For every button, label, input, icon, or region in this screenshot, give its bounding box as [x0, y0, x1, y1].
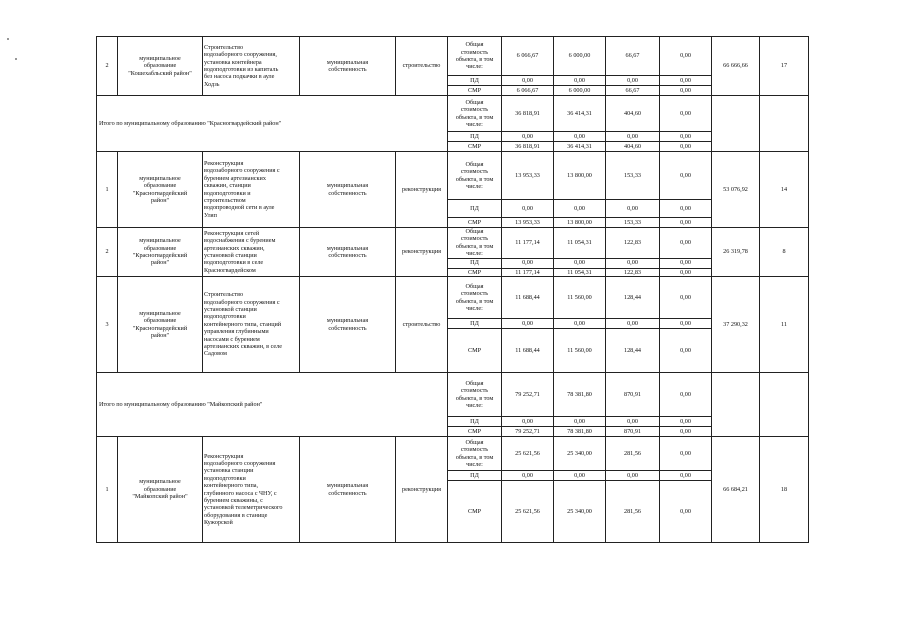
value-cell: 0,00	[606, 258, 660, 268]
value-cell: 870,91	[606, 373, 660, 417]
cost-row-label: ПД	[448, 417, 502, 427]
value-cell: 404,60	[606, 96, 660, 132]
value-cell: 11 177,14	[502, 268, 554, 276]
total-row	[97, 373, 809, 417]
value-cell: 0,00	[606, 200, 660, 218]
value-cell: 404,60	[606, 142, 660, 152]
total-limit: 26 319,78	[712, 228, 760, 277]
value-cell: 0,00	[660, 258, 712, 268]
total-limit: 66 684,21	[712, 437, 760, 543]
value-cell: 0,00	[554, 319, 606, 329]
value-cell: 66,67	[606, 86, 660, 96]
cost-row-label: СМР	[448, 427, 502, 437]
value-cell: 36 818,91	[502, 142, 554, 152]
project-description: Строительство водозаборного сооружения с установкой станции водоподготовки контейнерного типа, станций управления глубинными насосами с бурением артезианских скважин, в селе Садовом	[203, 277, 300, 373]
work-type: реконструкция	[396, 152, 448, 228]
value-cell: 0,00	[554, 258, 606, 268]
value-cell: 0,00	[660, 471, 712, 481]
municipality-label: муниципальное образование	[139, 478, 181, 493]
score: 8	[760, 228, 809, 277]
value-cell: 11 560,00	[554, 329, 606, 373]
row-number: 2	[97, 228, 118, 277]
municipality-label: муниципальное образование	[139, 237, 181, 252]
value-cell: 11 688,44	[502, 277, 554, 319]
district-name: "Красногвардейский район"	[132, 324, 188, 339]
value-cell: 79 252,71	[502, 373, 554, 417]
value-cell: 0,00	[660, 142, 712, 152]
value-cell: 11 054,31	[554, 268, 606, 276]
value-cell: 281,56	[606, 437, 660, 471]
value-cell: 6 066,67	[502, 86, 554, 96]
value-cell: 0,00	[660, 96, 712, 132]
value-cell: 78 381,80	[554, 373, 606, 417]
score: 11	[760, 277, 809, 373]
score: 18	[760, 437, 809, 543]
project-row	[97, 152, 809, 200]
score: 17	[760, 37, 809, 96]
cost-row-label: ПД	[448, 132, 502, 142]
value-cell: 0,00	[660, 228, 712, 259]
cost-row-label: ПД	[448, 258, 502, 268]
value-cell: 128,44	[606, 329, 660, 373]
value-cell: 0,00	[554, 132, 606, 142]
work-type: строительство	[396, 277, 448, 373]
value-cell: 0,00	[502, 200, 554, 218]
value-cell: 0,00	[606, 132, 660, 142]
municipality-name	[118, 277, 203, 373]
cost-row-label: СМР	[448, 268, 502, 276]
ownership-type: муниципальная собственность	[300, 437, 396, 543]
value-cell: 0,00	[660, 200, 712, 218]
municipality-label: муниципальное образование	[139, 174, 181, 190]
value-cell: 6 000,00	[554, 37, 606, 76]
value-cell: 13 800,00	[554, 152, 606, 200]
cost-row-label: Общая стоимость объекта, в том числе:	[448, 373, 502, 417]
total-title: Итого по муниципальному образованию "Красногвардейский район"	[97, 96, 448, 152]
investment-table	[96, 36, 809, 543]
value-cell: 0,00	[554, 417, 606, 427]
value-cell: 122,83	[606, 228, 660, 259]
value-cell: 0,00	[606, 417, 660, 427]
cost-row-label: ПД	[448, 319, 502, 329]
value-cell: 0,00	[606, 471, 660, 481]
work-type: строительство	[396, 37, 448, 96]
empty-cell	[760, 373, 809, 437]
value-cell: 0,00	[660, 319, 712, 329]
cost-row-label: Общая стоимость объекта, в том числе:	[448, 437, 502, 471]
value-cell: 0,00	[606, 319, 660, 329]
cost-row-label: СМР	[448, 218, 502, 228]
value-cell: 13 800,00	[554, 218, 606, 228]
total-limit: 53 076,92	[712, 152, 760, 228]
municipality-label: муниципальное образование	[139, 54, 181, 70]
value-cell: 25 340,00	[554, 481, 606, 543]
ownership-type: муниципальная собственность	[300, 37, 396, 96]
value-cell: 0,00	[502, 258, 554, 268]
municipality-label: муниципальное образование	[139, 309, 181, 325]
value-cell: 870,91	[606, 427, 660, 437]
value-cell: 0,00	[660, 373, 712, 417]
project-description: Реконструкция водозаборного сооружения установка станции водоподготовки контейнерного типа, глубинного насоса с ЧНУ, с бурением скважины, с установкой телеметрического оборудования в станице Кужорской	[203, 437, 300, 543]
value-cell: 0,00	[606, 76, 660, 86]
value-cell: 128,44	[606, 277, 660, 319]
value-cell: 0,00	[660, 76, 712, 86]
value-cell: 11 054,31	[554, 228, 606, 259]
value-cell: 0,00	[660, 218, 712, 228]
district-name: "Майкопский район"	[132, 493, 188, 501]
value-cell: 25 340,00	[554, 437, 606, 471]
value-cell: 0,00	[660, 481, 712, 543]
project-description: Строительство водозаборного сооружения, установка контейнера водоподготовки из капиталь без насоса подкачки в ауле Ходзь	[203, 37, 300, 96]
value-cell: 153,33	[606, 152, 660, 200]
ownership-type: муниципальная собственность	[300, 152, 396, 228]
value-cell: 0,00	[660, 132, 712, 142]
cost-row-label: СМР	[448, 481, 502, 543]
value-cell: 0,00	[554, 200, 606, 218]
value-cell: 0,00	[660, 427, 712, 437]
cost-row-label: ПД	[448, 76, 502, 86]
value-cell: 36 414,31	[554, 96, 606, 132]
row-number: 3	[97, 277, 118, 373]
value-cell: 0,00	[502, 132, 554, 142]
district-name: "Красногвардейский район"	[132, 189, 188, 204]
cost-row-label: Общая стоимость объекта, в том числе:	[448, 37, 502, 76]
empty-cell	[760, 96, 809, 152]
value-cell: 11 560,00	[554, 277, 606, 319]
value-cell: 79 252,71	[502, 427, 554, 437]
work-type: реконструкция	[396, 228, 448, 277]
value-cell: 11 177,14	[502, 228, 554, 259]
work-type: реконструкция	[396, 437, 448, 543]
value-cell: 0,00	[660, 86, 712, 96]
cost-row-label: СМР	[448, 329, 502, 373]
project-row	[97, 277, 809, 319]
cost-row-label: Общая стоимость объекта, в том числе:	[448, 277, 502, 319]
row-number: 1	[97, 152, 118, 228]
value-cell: 13 953,33	[502, 218, 554, 228]
value-cell: 0,00	[660, 37, 712, 76]
value-cell: 0,00	[660, 329, 712, 373]
total-limit: 37 290,32	[712, 277, 760, 373]
municipality-name	[118, 37, 203, 96]
value-cell: 6 000,00	[554, 86, 606, 96]
municipality-name	[118, 152, 203, 228]
value-cell: 11 688,44	[502, 329, 554, 373]
value-cell: 122,83	[606, 268, 660, 276]
value-cell: 13 953,33	[502, 152, 554, 200]
project-row	[97, 437, 809, 471]
score: 14	[760, 152, 809, 228]
value-cell: 78 381,80	[554, 427, 606, 437]
cost-row-label: ПД	[448, 200, 502, 218]
value-cell: 0,00	[660, 417, 712, 427]
district-name: "Кошехабльский район"	[128, 69, 192, 77]
value-cell: 0,00	[502, 319, 554, 329]
ownership-type: муниципальная собственность	[300, 228, 396, 277]
row-number: 1	[97, 437, 118, 543]
project-description: Реконструкция водозаборного сооружения с бурением артезианских скважин, станции водоподготовки и строительством водопроводной сети в ауле Уляп	[203, 152, 300, 228]
empty-cell	[712, 373, 760, 437]
cost-row-label: СМР	[448, 86, 502, 96]
empty-cell	[712, 96, 760, 152]
value-cell: 0,00	[660, 152, 712, 200]
value-cell: 0,00	[660, 437, 712, 471]
row-number: 2	[97, 37, 118, 96]
municipality-name	[118, 228, 203, 277]
total-title: Итого по муниципальному образованию "Майкопский район"	[97, 373, 448, 437]
project-row	[97, 228, 809, 259]
scan-speck	[15, 58, 17, 60]
municipality-name	[118, 437, 203, 543]
total-row	[97, 96, 809, 132]
value-cell: 0,00	[502, 471, 554, 481]
cost-row-label: Общая стоимость объекта, в том числе:	[448, 96, 502, 132]
project-row	[97, 37, 809, 76]
district-name: "Красногвардейский район"	[132, 252, 188, 267]
cost-row-label: Общая стоимость объекта, в том числе:	[448, 152, 502, 200]
total-limit: 66 666,66	[712, 37, 760, 96]
value-cell: 281,56	[606, 481, 660, 543]
cost-row-label: ПД	[448, 471, 502, 481]
value-cell: 0,00	[660, 277, 712, 319]
ownership-type: муниципальная собственность	[300, 277, 396, 373]
value-cell: 6 066,67	[502, 37, 554, 76]
value-cell: 0,00	[502, 76, 554, 86]
value-cell: 0,00	[660, 268, 712, 276]
value-cell: 36 414,31	[554, 142, 606, 152]
value-cell: 0,00	[554, 76, 606, 86]
cost-row-label: Общая стоимость объекта, в том числе:	[448, 228, 502, 259]
value-cell: 25 621,56	[502, 481, 554, 543]
value-cell: 36 818,91	[502, 96, 554, 132]
value-cell: 66,67	[606, 37, 660, 76]
scan-speck	[7, 38, 9, 40]
cost-row-label: СМР	[448, 142, 502, 152]
value-cell: 153,33	[606, 218, 660, 228]
value-cell: 0,00	[554, 471, 606, 481]
project-description: Реконструкция сетей водоснабжения с бурением артезианских скважин, установкой станции водоподготовки в селе Красногвардейском	[203, 228, 300, 277]
value-cell: 0,00	[502, 417, 554, 427]
value-cell: 25 621,56	[502, 437, 554, 471]
